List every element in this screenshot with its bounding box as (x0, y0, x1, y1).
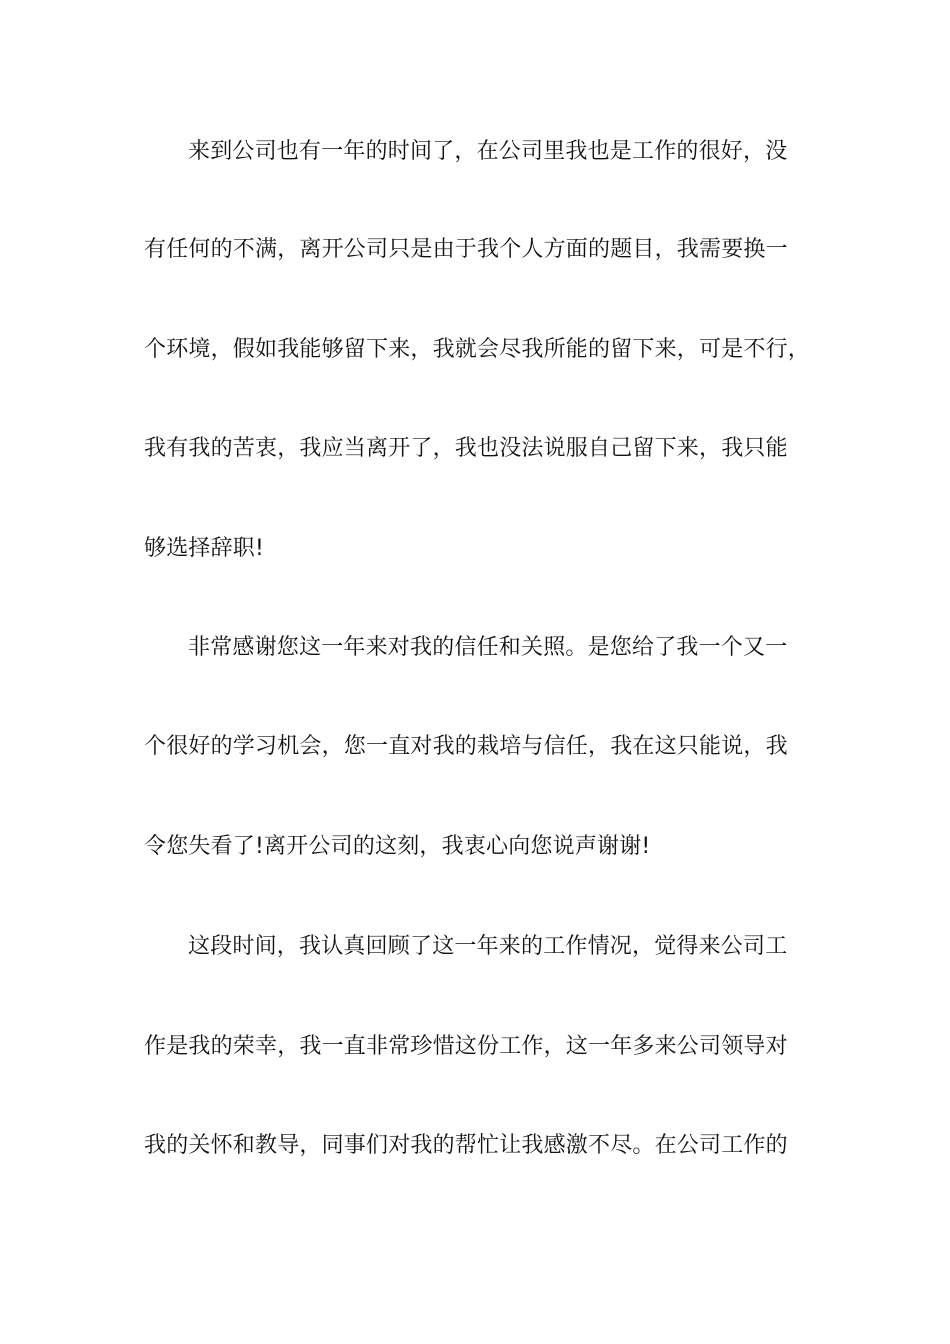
paragraph-1-line-4: 我有我的苦衷，我应当离开了，我也没法说服自己留下来，我只能 (144, 436, 788, 461)
paragraph-3-line-3: 我的关怀和教导，同事们对我的帮忙让我感激不尽。在公司工作的 (144, 1133, 788, 1158)
paragraph-2-line-2: 个很好的学习机会，您一直对我的栽培与信任，我在这只能说，我 (144, 734, 788, 759)
paragraph-1-line-3: 个环境，假如我能够留下来，我就会尽我所能的留下来，可是不行， (144, 337, 811, 362)
paragraph-1-line-2: 有任何的不满，离开公司只是由于我个人方面的题目，我需要换一 (144, 237, 788, 262)
paragraph-3-line-1: 这段时间，我认真回顾了这一年来的工作情况，觉得来公司工 (188, 934, 788, 959)
paragraph-2-line-3: 令您失看了!离开公司的这刻，我衷心向您说声谢谢! (144, 834, 651, 859)
paragraph-1-line-5: 够选择辞职! (144, 536, 265, 561)
paragraph-2-line-1: 非常感谢您这一年来对我的信任和关照。是您给了我一个又一 (188, 635, 788, 660)
paragraph-1-line-1: 来到公司也有一年的时间了，在公司里我也是工作的很好，没 (188, 139, 788, 164)
paragraph-3-line-2: 作是我的荣幸，我一直非常珍惜这份工作，这一年多来公司领导对 (144, 1034, 788, 1059)
